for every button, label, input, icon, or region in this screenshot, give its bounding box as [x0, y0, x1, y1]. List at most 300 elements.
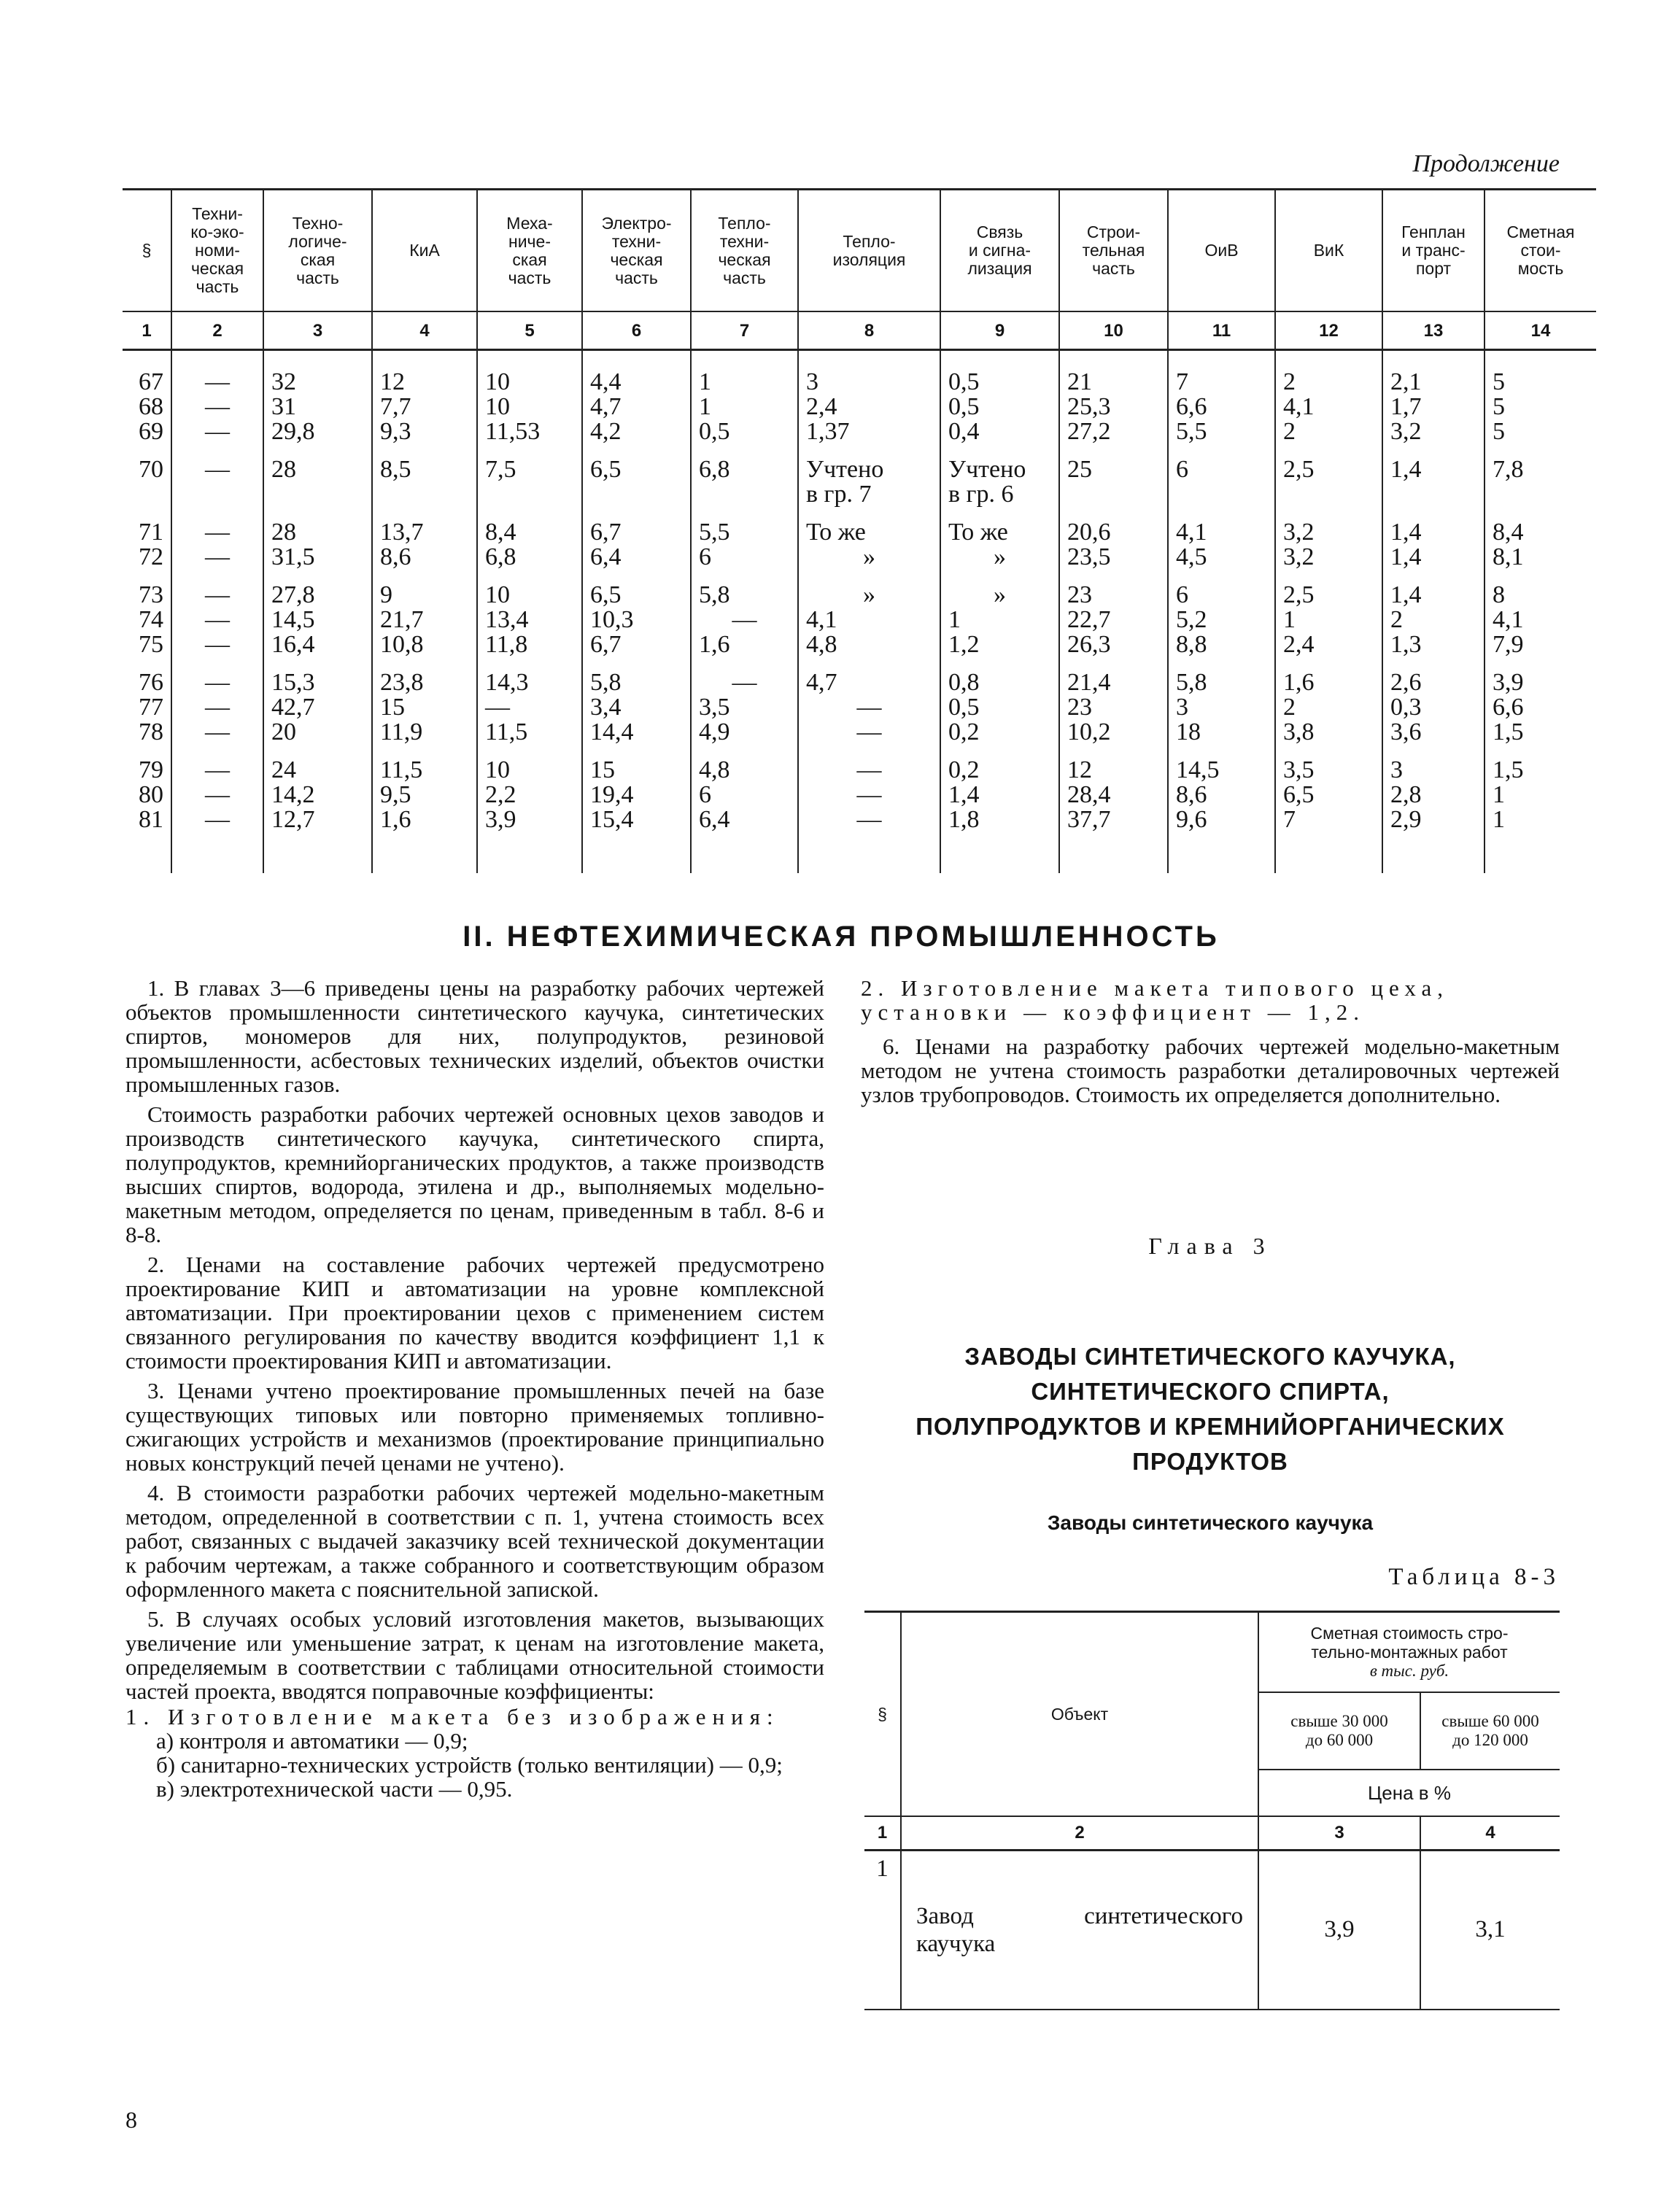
table-cell: 1	[691, 395, 798, 419]
spacer-cell	[940, 832, 1059, 873]
parts-cost-table	[123, 188, 1596, 873]
row-section-number: 1	[864, 1851, 901, 2010]
column-number: 3	[263, 311, 372, 350]
spacer-cell	[582, 350, 691, 371]
paragraph-1: 1. В главах 3—6 приведены цены на разработку рабочих чертежей объектов промышленности синтетического каучука, синтетических спиртов, мономеров для них, полупродуктов, резиновой промышленности, асбестовых технических изделий, объектов очистки промышленных газов.	[125, 975, 824, 1097]
table-cell: 8,4	[1484, 507, 1596, 545]
table-cell: 21,7	[372, 608, 477, 632]
cost-group-line-1: Сметная стоимость стро-	[1310, 1624, 1509, 1643]
table-cell: 79	[139, 756, 163, 783]
table-cell: 4,1	[1275, 395, 1382, 419]
table-cell: 7	[1275, 807, 1382, 832]
table-cell: —	[798, 783, 940, 807]
table-cell: 0,8	[940, 657, 1059, 695]
header-cell	[1059, 190, 1168, 312]
table-cell: 10	[477, 395, 582, 419]
header-line: Строи-	[1086, 222, 1141, 241]
table-cell: 75	[139, 631, 163, 658]
chapter-label: Глава 3	[1148, 1233, 1272, 1259]
header-line: и транс-	[1401, 241, 1466, 260]
table-cell	[1275, 482, 1382, 507]
table-cell: —	[691, 608, 798, 632]
spacer-cell	[263, 832, 372, 873]
table-cell: 7,9	[1484, 632, 1596, 657]
table-cell: 22,7	[1059, 608, 1168, 632]
table-cell: —	[171, 507, 263, 545]
paragraph-4: 3. Ценами учтено проектирование промышленных печей на базе существующих типовых или повторно применяемых топливно-сжигающих устройств и механизмов (проектирование принципиально новых конструкций печей ценами не учтено).	[125, 1378, 824, 1476]
table-cell: 4,9	[691, 720, 798, 745]
table-cell: 1,2	[940, 632, 1059, 657]
table-cell: 28,4	[1059, 783, 1168, 807]
spacer-cell	[1382, 350, 1484, 371]
table-cell: 8,6	[372, 545, 477, 570]
table-cell: —	[171, 608, 263, 632]
table-cell	[477, 482, 582, 507]
col-num-1: 1	[864, 1816, 901, 1851]
table-cell: 6,6	[1168, 395, 1275, 419]
header-cell	[263, 190, 372, 312]
column-number: 11	[1168, 311, 1275, 350]
table-cell: —	[171, 370, 263, 395]
table-cell: »	[798, 570, 940, 608]
header-line: часть	[508, 268, 551, 287]
table-cell: 2,4	[798, 395, 940, 419]
table-row	[123, 570, 1596, 608]
table-cell	[1484, 482, 1596, 507]
header-line: стои-	[1520, 241, 1561, 260]
spacer-cell	[372, 350, 477, 371]
header-line: Сметная	[1506, 222, 1575, 241]
table-row	[123, 807, 1596, 832]
column-number: 14	[1484, 311, 1596, 350]
table-cell: 10	[477, 370, 582, 395]
table-cell: 6	[1168, 444, 1275, 482]
table-cell: 42,7	[263, 695, 372, 720]
table-cell: Учтено	[940, 444, 1059, 482]
table-cell: 8,5	[372, 444, 477, 482]
table-cell: 14,4	[582, 720, 691, 745]
table-label: Таблица 8-3	[1388, 1564, 1560, 1590]
table-cell	[372, 482, 477, 507]
table-cell: 3	[1382, 745, 1484, 783]
table-cell: 6	[1168, 570, 1275, 608]
table-cell	[1168, 482, 1275, 507]
table-cell: 28	[263, 507, 372, 545]
left-text-column	[125, 976, 824, 1801]
table-cell: 1	[1484, 783, 1596, 807]
table-row	[123, 370, 1596, 395]
table-cell: —	[171, 570, 263, 608]
table-cell: 1	[940, 608, 1059, 632]
cost-group-line-2: тельно-монтажных работ	[1311, 1643, 1508, 1662]
table-cell: 6,8	[691, 444, 798, 482]
header-line: техни-	[719, 231, 770, 251]
table-cell: 76	[139, 669, 163, 696]
table-cell: 3,2	[1275, 545, 1382, 570]
table-cell: 4,7	[798, 657, 940, 695]
table-cell: 15,3	[263, 657, 372, 695]
table-cell: 69	[139, 418, 163, 445]
header-line: порт	[1415, 259, 1452, 278]
table-cell: 3,2	[1275, 507, 1382, 545]
table-cell: 27,8	[263, 570, 372, 608]
header-line: Связь	[976, 222, 1023, 241]
header-line: мость	[1517, 259, 1564, 278]
header-line: часть	[296, 268, 339, 287]
table-cell: 6	[691, 545, 798, 570]
table-cell: 14,3	[477, 657, 582, 695]
subsection-title: Заводы синтетического каучука	[1047, 1511, 1374, 1534]
table-cell: 1,6	[691, 632, 798, 657]
table-cell: 31	[263, 395, 372, 419]
table-cell: 15	[372, 695, 477, 720]
paragraph-6: 5. В случаях особых условий изготовления макетов, вызывающих увеличение или уменьшение затрат, к ценам на изготовление макета, определяемым в соответствии с таблицами относительной стоимости частей проекта, вводятся поправочные коэффициенты:	[125, 1606, 824, 1704]
cost-group-line-3: в тыс. руб.	[1369, 1662, 1449, 1680]
table-cell: 0,2	[940, 745, 1059, 783]
table-cell: —	[171, 419, 263, 444]
table-cell: 4,8	[691, 745, 798, 783]
table-cell: 21,4	[1059, 657, 1168, 695]
table-cell: 6,8	[477, 545, 582, 570]
table-cell: 1,37	[798, 419, 940, 444]
table-cell: 24	[263, 745, 372, 783]
table-cell	[1059, 482, 1168, 507]
table-cell: 1,6	[372, 807, 477, 832]
table-cell: 1	[1484, 807, 1596, 832]
table-cell: 2	[1275, 419, 1382, 444]
header-line: часть	[723, 268, 766, 287]
row-value-2: 3,1	[1420, 1851, 1560, 2010]
table-cell: 8,1	[1484, 545, 1596, 570]
header-cell	[1168, 190, 1275, 312]
table-cell: 81	[139, 806, 163, 833]
table-cell: —	[171, 632, 263, 657]
spacer-cell	[263, 350, 372, 371]
table-cell: 1,4	[940, 783, 1059, 807]
table-cell: 4,7	[582, 395, 691, 419]
table-cell: 2	[1275, 695, 1382, 720]
table-cell: 4,1	[1168, 507, 1275, 545]
col-num-3: 3	[1258, 1816, 1420, 1851]
table-cell: 2,1	[1382, 370, 1484, 395]
table-cell: 8,8	[1168, 632, 1275, 657]
spacer-cell	[1059, 350, 1168, 371]
table-cell: 2,6	[1382, 657, 1484, 695]
table-cell: 1,5	[1484, 745, 1596, 783]
header-line: часть	[1092, 259, 1135, 278]
header-line: Тепло-	[843, 231, 896, 251]
table-cell: 10	[477, 745, 582, 783]
continuation-label: Продолжение	[1412, 150, 1560, 177]
table-cell: 16,4	[263, 632, 372, 657]
table-cell: 74	[139, 606, 163, 633]
table-cell	[691, 482, 798, 507]
table-cell: 6,6	[1484, 695, 1596, 720]
table-cell: 10,8	[372, 632, 477, 657]
header-line: техни-	[611, 231, 662, 251]
table-cell: —	[691, 657, 798, 695]
table-cell: 3,6	[1382, 720, 1484, 745]
header-line: логиче-	[288, 231, 347, 251]
table-cell: 3	[798, 370, 940, 395]
row-value-1: 3,9	[1258, 1851, 1420, 2010]
table-row	[123, 545, 1596, 570]
table-cell: 21	[1059, 370, 1168, 395]
table-cell: 23,5	[1059, 545, 1168, 570]
table-cell: 72	[139, 543, 163, 570]
object-line-1	[916, 1902, 1243, 1930]
spacer-row	[123, 350, 1596, 371]
table-cell: 11,8	[477, 632, 582, 657]
header-line: ниче-	[508, 231, 551, 251]
table-cell: 20,6	[1059, 507, 1168, 545]
table-row	[123, 507, 1596, 545]
table-cell: 10	[477, 570, 582, 608]
table-cell: 5,8	[691, 570, 798, 608]
table-cell: 2,9	[1382, 807, 1484, 832]
table-cell: 0,4	[940, 419, 1059, 444]
table-cell: 9,6	[1168, 807, 1275, 832]
table-cell: 7	[1168, 370, 1275, 395]
paragraph-2: Стоимость разработки рабочих чертежей основных цехов заводов и производств синтетического каучука, синтетического спирта, полупродуктов, кремнийорганических продуктов, а также производств высших спиртов, водорода, этилена и др., выполняемых модельно-макетным методом, определяется по ценам, приведенным в табл. 8-6 и 8-8.	[125, 1101, 824, 1247]
table-cell: 14,5	[1168, 745, 1275, 783]
table-cell: 4,4	[582, 370, 691, 395]
header-line: Техно-	[292, 213, 344, 233]
table-cell: 1,8	[940, 807, 1059, 832]
table-cell: 25,3	[1059, 395, 1168, 419]
table-cell: 11,53	[477, 419, 582, 444]
header-line: ВиК	[1313, 241, 1344, 260]
spacer-cell	[1168, 832, 1275, 873]
table-cell: 29,8	[263, 419, 372, 444]
table-cell: 78	[139, 718, 163, 745]
table-cell: 12	[1059, 745, 1168, 783]
object-word-2: синтетического	[1084, 1902, 1243, 1929]
table-cell: 0,5	[940, 395, 1059, 419]
header-line: номи-	[195, 241, 240, 260]
section-title: II. НЕФТЕХИМИЧЕСКАЯ ПРОМЫШЛЕННОСТЬ	[462, 921, 1220, 953]
table-cell: 13,4	[477, 608, 582, 632]
table-cell: 3,2	[1382, 419, 1484, 444]
column-number: 6	[582, 311, 691, 350]
table-cell: 1,4	[1382, 444, 1484, 482]
table-cell: 0,5	[940, 695, 1059, 720]
table-cell: 3,8	[1275, 720, 1382, 745]
table-cell: 11,5	[372, 745, 477, 783]
table-cell: »	[798, 545, 940, 570]
header-cell	[372, 190, 477, 312]
table-cell: 73	[139, 581, 163, 608]
table-row	[123, 695, 1596, 720]
table-cell: 1,6	[1275, 657, 1382, 695]
table-cell: 19,4	[582, 783, 691, 807]
table-cell: 8,4	[477, 507, 582, 545]
header-cell	[798, 190, 940, 312]
table-cell: 3,9	[477, 807, 582, 832]
table-cell: —	[477, 695, 582, 720]
table-cell: 14,5	[263, 608, 372, 632]
table-cell: 7,5	[477, 444, 582, 482]
spacer-cell	[798, 832, 940, 873]
table-cell: 5,2	[1168, 608, 1275, 632]
table-cell: 1,4	[1382, 545, 1484, 570]
object-word-1: Завод	[916, 1902, 974, 1929]
price-percent-header: Цена в %	[1258, 1770, 1560, 1816]
table-cell: 10,2	[1059, 720, 1168, 745]
table-cell: 3	[1168, 695, 1275, 720]
table-cell: 23	[1059, 695, 1168, 720]
table-cell: 7,8	[1484, 444, 1596, 482]
table-cell: 26,3	[1059, 632, 1168, 657]
spacer-cell	[1275, 350, 1382, 371]
column-number: 12	[1275, 311, 1382, 350]
header-line: Тепло-	[718, 213, 771, 233]
table-cell: 1,3	[1382, 632, 1484, 657]
table-cell: 20	[263, 720, 372, 745]
table-cell: —	[171, 395, 263, 419]
table-cell: 9,5	[372, 783, 477, 807]
table-cell: —	[171, 657, 263, 695]
spacer-row	[123, 832, 1596, 873]
chapter-title	[861, 1339, 1560, 1479]
table-cell: »	[940, 545, 1059, 570]
header-line: ская	[300, 249, 336, 269]
column-number: 4	[372, 311, 477, 350]
table-row	[123, 395, 1596, 419]
table-cell: 6	[691, 783, 798, 807]
table-cell: 2,5	[1275, 444, 1382, 482]
table-cell: 2	[1382, 608, 1484, 632]
cost-group-header	[1258, 1612, 1560, 1693]
spacer-cell	[1382, 832, 1484, 873]
table-cell: 1,4	[1382, 570, 1484, 608]
table-cell: в гр. 6	[940, 482, 1059, 507]
table-cell	[123, 482, 171, 507]
table-cell: 15,4	[582, 807, 691, 832]
paragraph-7: 6. Ценами на разработку рабочих чертежей модельно-макетным методом не учтена стоимость разработки деталировочных чертежей узлов трубопроводов. Стоимость их определяется дополнительно.	[861, 1034, 1560, 1107]
spacer-cell	[171, 832, 263, 873]
table-cell: Учтено	[798, 444, 940, 482]
table-cell: 2	[1275, 370, 1382, 395]
table-cell: 1,4	[1382, 507, 1484, 545]
column-number: 10	[1059, 311, 1168, 350]
table-cell: 70	[139, 456, 163, 483]
header-line: ко-эко-	[190, 222, 244, 241]
table-cell: —	[798, 695, 940, 720]
table-row	[123, 482, 1596, 507]
table-cell: 0,3	[1382, 695, 1484, 720]
header-line: КиА	[409, 241, 440, 260]
table-cell: 67	[139, 368, 163, 395]
table-cell: 6,7	[582, 632, 691, 657]
header-line: ОиВ	[1204, 241, 1239, 260]
table-cell: 5,5	[691, 507, 798, 545]
spacer-cell	[171, 350, 263, 371]
list-item-1c: в) электротехнической части — 0,95.	[156, 1776, 513, 1802]
spacer-cell	[798, 350, 940, 371]
right-text-column	[861, 976, 1560, 1107]
table-cell: 77	[139, 694, 163, 721]
table-cell: 4,1	[1484, 608, 1596, 632]
table-cell: 1,7	[1382, 395, 1484, 419]
table-cell: 9,3	[372, 419, 477, 444]
table-cell: 3,5	[691, 695, 798, 720]
range-1-line-2: до 60 000	[1305, 1731, 1374, 1749]
spacer-cell	[1484, 350, 1596, 371]
header-line: ская	[512, 249, 547, 269]
spacer-cell	[940, 350, 1059, 371]
column-number: 9	[940, 311, 1059, 350]
table-cell: 4,5	[1168, 545, 1275, 570]
table-row	[123, 745, 1596, 783]
column-number-row	[123, 311, 1596, 350]
header-cell	[171, 190, 263, 312]
table-cell: То же	[798, 507, 940, 545]
spacer-cell	[1484, 832, 1596, 873]
table-cell: 28	[263, 444, 372, 482]
header-cell	[691, 190, 798, 312]
range-2-line-2: до 120 000	[1452, 1731, 1528, 1749]
table-cell: 1	[691, 370, 798, 395]
list-item-1b: б) санитарно-технических устройств (только вентиляции) — 0,9;	[156, 1752, 783, 1778]
header-line: часть	[196, 277, 239, 296]
table-cell: 23	[1059, 570, 1168, 608]
table-cell: 11,9	[372, 720, 477, 745]
table-cell: —	[798, 720, 940, 745]
table-body	[123, 350, 1596, 874]
list-item-1: 1. Изготовление макета без изображения:	[125, 1704, 780, 1729]
header-cell	[1382, 190, 1484, 312]
spacer-cell	[123, 350, 171, 371]
table-row	[123, 419, 1596, 444]
spacer-cell	[1168, 350, 1275, 371]
table-row	[123, 608, 1596, 632]
list-item-1a: а) контроля и автоматики — 0,9;	[156, 1728, 468, 1754]
table-cell: 80	[139, 781, 163, 808]
range-1-line-1: свыше 30 000	[1290, 1712, 1388, 1730]
table-cell: 12	[372, 370, 477, 395]
header-cell	[1484, 190, 1596, 312]
range-1-header	[1258, 1692, 1420, 1770]
table-cell: То же	[940, 507, 1059, 545]
header-line: тельная	[1082, 241, 1145, 260]
table-cell: —	[171, 695, 263, 720]
table-cell: 15	[582, 745, 691, 783]
chapter-title-line-3: ПОЛУПРОДУКТОВ И КРЕМНИЙОРГАНИЧЕСКИХ	[916, 1413, 1505, 1440]
table-cell: —	[171, 745, 263, 783]
table-cell: 37,7	[1059, 807, 1168, 832]
spacer-cell	[477, 832, 582, 873]
list-item-2: 2. Изготовление макета типового цеха, установки — коэффициент — 1,2.	[861, 975, 1449, 1025]
table-cell	[1382, 482, 1484, 507]
column-number: 2	[171, 311, 263, 350]
column-number: 13	[1382, 311, 1484, 350]
table-cell: 0,5	[691, 419, 798, 444]
table-row	[123, 783, 1596, 807]
table-cell: 5	[1484, 419, 1596, 444]
table-cell: 6,4	[691, 807, 798, 832]
header-line: ческая	[190, 259, 244, 278]
table-cell: 27,2	[1059, 419, 1168, 444]
table-cell: —	[171, 444, 263, 482]
table-cell: 2,2	[477, 783, 582, 807]
header-line: Электро-	[601, 213, 672, 233]
table-cell: 12,7	[263, 807, 372, 832]
table-cell: 32	[263, 370, 372, 395]
spacer-cell	[1275, 832, 1382, 873]
object-column-header: Объект	[901, 1612, 1258, 1817]
header-line: и сигна-	[968, 241, 1031, 260]
